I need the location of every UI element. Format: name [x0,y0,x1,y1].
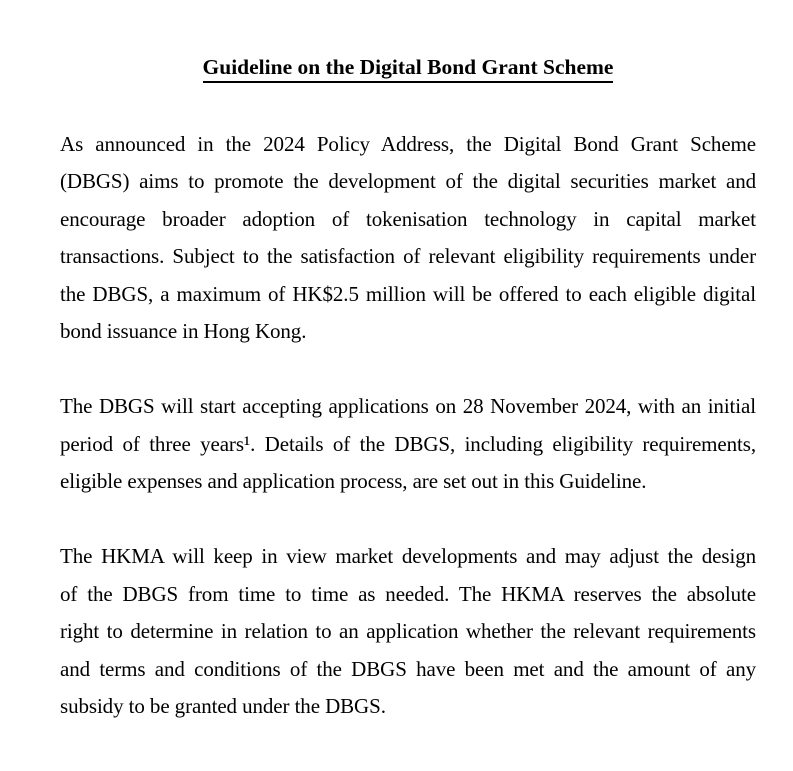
text-line: the DBGS, a maximum of HK$2.5 million will be offered to each eligible digital [60,281,756,306]
paragraph-intro [60,126,756,351]
text-line: The DBGS will start accepting applications on 28 November 2024, with an initial [60,394,756,418]
text-line: (DBGS) aims to promote the development of the digital securities market and [60,169,756,193]
text-line: subsidy to be granted under the DBGS. [60,694,386,718]
document-title [60,49,756,87]
text-line: As announced in the 2024 Policy Address, the Digital Bond Grant Scheme [60,131,756,156]
text-line: right to determine in relation to an application whether the relevant requirements [60,619,756,643]
text-line: The HKMA will keep in view market developments and may adjust the design [60,544,756,568]
text-line: eligible expenses and application process, are set out in this Guideline. [60,469,647,493]
text-line: encourage broader adoption of tokenisation technology in capital market [60,206,756,231]
text-line: and terms and conditions of the DBGS have been met and the amount of any [60,656,756,681]
paragraph-application-period [60,388,756,501]
text-line: of the DBGS from time to time as needed. The HKMA reserves the absolute [60,581,756,606]
text-line: period of three years¹. Details of the DBGS, including eligibility requirements, [60,431,756,456]
document-title-text: Guideline on the Digital Bond Grant Scheme [203,55,614,83]
paragraph-hkma-discretion [60,538,756,726]
text-line: bond issuance in Hong Kong. [60,319,307,343]
text-line: transactions. Subject to the satisfaction of relevant eligibility requirements under [60,244,756,268]
